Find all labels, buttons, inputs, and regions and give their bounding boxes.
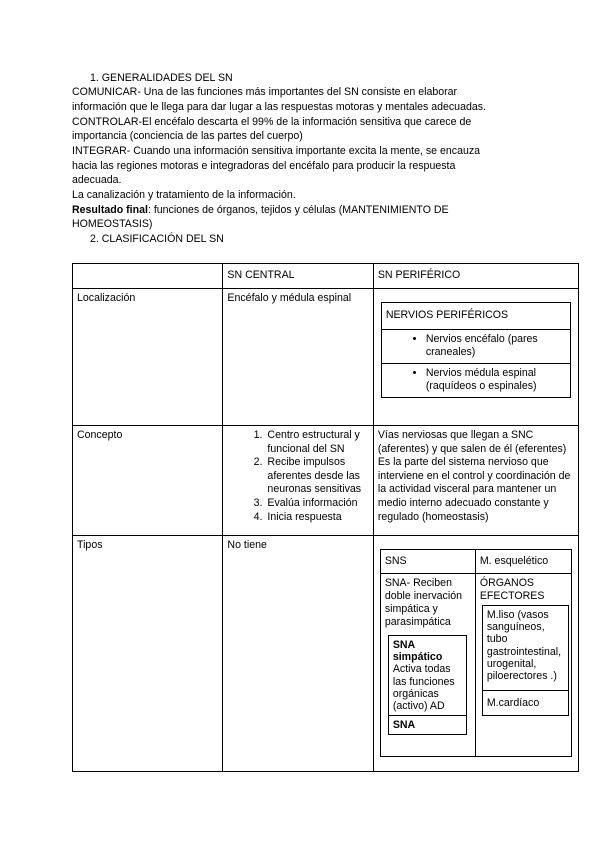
organos-cell: [475, 574, 571, 757]
heading-clasificacion: 2. CLASIFICACIÓN DEL SN: [90, 233, 224, 245]
comunicar-line-2: información que le llega para dar lugar a las respuestas motoras y mentales adecuadas.: [72, 101, 486, 113]
concepto-item: 2. Recibe impulsos aferentes desde las neuronas sensitivas: [265, 456, 368, 497]
concepto-label: Concepto: [73, 426, 223, 536]
nervios-encefalo-item: • Nervios encéfalo (pares craneales): [426, 333, 566, 360]
integrar-line-3: adecuada.: [72, 174, 122, 186]
m-liso: M.liso (vasos sanguíneos, tubo gastrointestinal, urogenital, piloerectores .): [486, 609, 562, 683]
header-periferico: SN PERIFÉRICO: [373, 264, 578, 289]
m-esqueletico-cell: M. esquelético: [475, 550, 571, 574]
nervios-medula-cell: [381, 363, 570, 397]
localizacion-central: Encéfalo y médula espinal: [223, 289, 373, 426]
integrar-line-1: INTEGRAR- Cuando una información sensitiva importante excita la mente, se encauza: [72, 145, 481, 157]
concepto-item: 3. Evalúa información: [265, 497, 368, 511]
comunicar-line-1: COMUNICAR- Una de las funciones más importantes del SN consiste en elaborar: [72, 86, 458, 98]
nervios-perifericos-box: [381, 302, 571, 398]
tipos-inner-table: [380, 549, 572, 757]
row-localizacion: [73, 289, 579, 426]
localizacion-label: Localización: [73, 289, 223, 426]
sna-simpatico-text: Activa todas las funciones orgánicas (activo) AD: [392, 663, 455, 713]
localizacion-periferico: [373, 289, 578, 426]
sna-simpatico-content: [389, 636, 466, 715]
concepto-central: [223, 426, 373, 536]
nervios-medula-item: • Nervios médula espinal (raquídeos o espinales): [426, 367, 566, 394]
concepto-item: 4. Inicia respuesta: [265, 511, 368, 525]
row-tipos: [73, 536, 579, 772]
concepto-item: 1. Centro estructural y funcional del SN: [265, 429, 368, 456]
concepto-list: [227, 429, 368, 524]
sna-text: SNA- Reciben doble inervación simpática y parasimpática: [384, 577, 462, 628]
tipos-central: No tiene: [223, 536, 373, 772]
nervios-title: NERVIOS PERIFÉRICOS: [381, 303, 570, 330]
sna-bottom-content: [389, 715, 466, 734]
nervios-encefalo-cell: [381, 329, 570, 363]
concepto-periferico: [373, 426, 578, 536]
concepto-periferico-text-2: Es la parte del sistema nervioso que interviene en el control y coordinación de la actividad visceral para mantener un medio interno adecuado constante y regulado (homeostasis): [377, 456, 571, 523]
sns-cell: SNS: [380, 550, 475, 574]
sna-cell: [380, 574, 475, 757]
m-cardiaco: M.cardíaco: [483, 690, 568, 715]
heading-generalidades: 1. GENERALIDADES DEL SN: [90, 72, 233, 84]
integrar-line-2: hacia las regiones motoras e integradoras del encéfalo para producir la respuesta: [72, 160, 456, 172]
header-central: SN CENTRAL: [223, 264, 373, 289]
organos-title: ÓRGANOS EFECTORES: [479, 577, 545, 602]
classification-table: [72, 263, 579, 772]
row-concepto: [73, 426, 579, 536]
resultado-text: : funciones de órganos, tejidos y células (MANTENIMIENTO DE: [147, 204, 449, 216]
table-header-row: [73, 264, 579, 289]
efectores-box: [482, 605, 569, 716]
tipos-periferico: [373, 536, 578, 772]
resultado-line-1: [72, 203, 449, 218]
sna-simpatico-title: SNA simpático: [392, 639, 443, 664]
concepto-periferico-text-1: Vías nerviosas que llegan a SNC (aferentes) y que salen de él (eferentes): [377, 429, 567, 455]
canalizacion-line: La canalización y tratamiento de la información.: [72, 189, 296, 201]
sna-bottom-label: SNA: [392, 719, 416, 732]
resultado-label: Resultado final: [72, 204, 148, 216]
header-empty-cell: [73, 264, 223, 289]
controlar-line-1: CONTROLAR-El encéfalo descarta el 99% de la información sensitiva que carece de: [72, 116, 472, 128]
controlar-line-2: importancia (conciencia de las partes del cuerpo): [72, 130, 303, 142]
sna-simpatico-box: [388, 635, 467, 735]
resultado-line-2: HOMEOSTASIS): [72, 218, 153, 230]
tipos-label: Tipos: [73, 536, 223, 772]
